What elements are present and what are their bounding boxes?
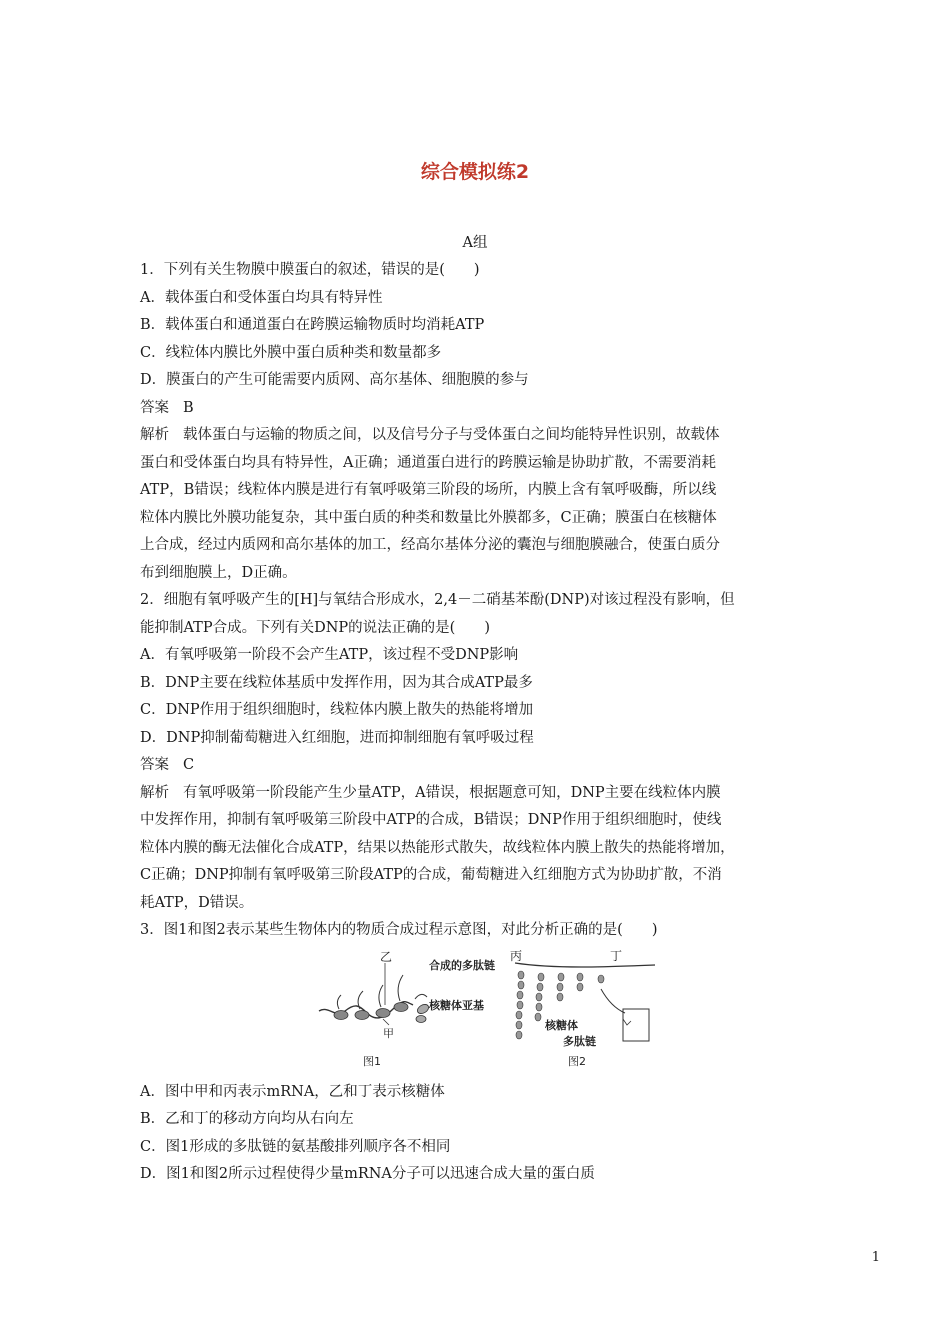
answer-label: 答案 — [140, 399, 169, 416]
q1-answer — [140, 395, 815, 423]
q3-option-c: C．图1形成的多肽链的氨基酸排列顺序各不相同 — [140, 1138, 451, 1155]
fig1-ribosome — [334, 1010, 348, 1019]
q2-option-a: A．有氧呼吸第一阶段不会产生ATP，该过程不受DNP影响 — [140, 647, 519, 663]
q2-analysis-line-1: 解析 有氧呼吸第一阶段能产生少量ATP，A错误，根据题意可知，DNP主要在线粒体内膜 — [140, 784, 721, 801]
q1-option-d: D．膜蛋白的产生可能需要内质网、高尔基体、细胞膜的参与 — [140, 372, 529, 388]
q3-option-a: A．图中甲和丙表示mRNA，乙和丁表示核糖体 — [140, 1083, 445, 1100]
answer-label: 答案 — [140, 757, 169, 773]
fig2-mrna-strand — [515, 963, 655, 967]
fig1-label-peptide-text: 合成的多肽链 — [429, 958, 495, 972]
q1-option-b: B．载体蛋白和通道蛋白在跨膜运输物质时均消耗ATP — [140, 317, 485, 333]
translation-figure — [140, 949, 815, 1073]
q1-analysis-line-6: 布到细胞膜上，D正确。 — [140, 564, 297, 581]
fig2-caption: 图2 — [568, 1054, 586, 1068]
fig1-ribosome — [355, 1010, 369, 1019]
page-number: 1 — [871, 1250, 880, 1265]
q1-stem: 1．下列有关生物膜中膜蛋白的叙述，错误的是( ) — [140, 262, 480, 278]
fig1-label-yi: 乙 — [380, 949, 393, 964]
q1-analysis-line-3: ATP，B错误；线粒体内膜是进行有氧呼吸第三阶段的场所，内膜上含有氧呼吸酶，所以线 — [140, 482, 717, 498]
q3-stem: 3．图1和图2表示某些生物体内的物质合成过程示意图，对此分析正确的是( ) — [140, 922, 658, 938]
group-label: A组 — [462, 235, 488, 251]
q1-analysis-line-1: 解析 载体蛋白与运输的物质之间，以及信号分子与受体蛋白之间均能特异性识别，故载体 — [140, 427, 720, 443]
q2-analysis-line-3: 粒体内膜的酶无法催化合成ATP，结果以热能形式散失，故线粒体内膜上散失的热能将增加， — [140, 839, 735, 856]
q3-option-d: D．图1和图2所示过程使得少量mRNA分子可以迅速合成大量的蛋白质 — [140, 1166, 595, 1182]
fig2-label-ding: 丁 — [610, 948, 623, 963]
fig2-label-ribosome: 核糖体 — [545, 1018, 578, 1032]
q2-option-b: B．DNP主要在线粒体基质中发挥作用，因为其合成ATP最多 — [140, 674, 533, 691]
q1-option-a: A．载体蛋白和受体蛋白均具有特异性 — [140, 289, 383, 306]
fig2-label-peptide: 多肽链 — [563, 1034, 596, 1048]
fig1-ribosome — [376, 1008, 390, 1017]
q2-stem-line-1: 2．细胞有氧呼吸产生的[H]与氧结合形成水，2,4－二硝基苯酚(DNP)对该过程没有影响，但 — [140, 592, 735, 608]
answer-value: C — [183, 757, 195, 773]
q2-option-d: D．DNP抑制葡萄糖进入红细胞，进而抑制细胞有氧呼吸过程 — [140, 729, 534, 746]
q1-option-c: C．线粒体内膜比外膜中蛋白质种类和数量都多 — [140, 344, 442, 361]
fig1-subunit — [416, 1015, 426, 1022]
fig1-ribosome — [394, 1002, 408, 1011]
fig1-caption: 图1 — [363, 1054, 381, 1068]
q2-option-c: C．DNP作用于组织细胞时，线粒体内膜上散失的热能将增加 — [140, 702, 534, 718]
figure-2 — [510, 949, 655, 1068]
question-content — [140, 257, 815, 1189]
q1-analysis-line-4: 粒体内膜比外膜功能复杂，其中蛋白质的种类和数量比外膜都多，C正确；膜蛋白在核糖体 — [140, 509, 717, 526]
fig1-label-peptide — [429, 958, 496, 972]
q2-answer — [140, 752, 815, 780]
q3-option-b: B．乙和丁的移动方向均从右向左 — [140, 1111, 354, 1127]
q1-analysis-line-2: 蛋白和受体蛋白均具有特异性，A正确；通道蛋白进行的跨膜运输是协助扩散，不需要消耗 — [140, 454, 716, 471]
fig1-label-subunit: 核糖体亚基 — [429, 998, 484, 1012]
figure-1 — [319, 950, 496, 1068]
q1-analysis-line-5: 上合成，经过内质网和高尔基体的加工，经高尔基体分泌的囊泡与细胞膜融合，使蛋白质分 — [140, 537, 720, 553]
q2-stem-line-2: 能抑制ATP合成。下列有关DNP的说法正确的是( ) — [140, 619, 490, 636]
fig1-label-jia: 甲 — [383, 1026, 394, 1040]
page-title: 综合模拟练2 — [420, 161, 530, 183]
q2-analysis-line-5: 耗ATP，D错误。 — [140, 894, 254, 911]
analysis-label: 解析 — [140, 427, 169, 443]
q2-analysis-line-4: C正确；DNP抑制有氧呼吸第三阶段ATP的合成，葡萄糖进入红细胞方式为协助扩散，不消 — [140, 867, 722, 883]
analysis-label: 解析 — [140, 784, 169, 801]
polysome-diagram — [305, 949, 665, 1073]
answer-value: B — [183, 399, 194, 416]
fig2-label-bing: 丙 — [510, 948, 523, 963]
q2-analysis-line-2: 中发挥作用，抑制有氧呼吸第三阶段中ATP的合成，B错误；DNP作用于组织细胞时，使线 — [140, 812, 722, 828]
